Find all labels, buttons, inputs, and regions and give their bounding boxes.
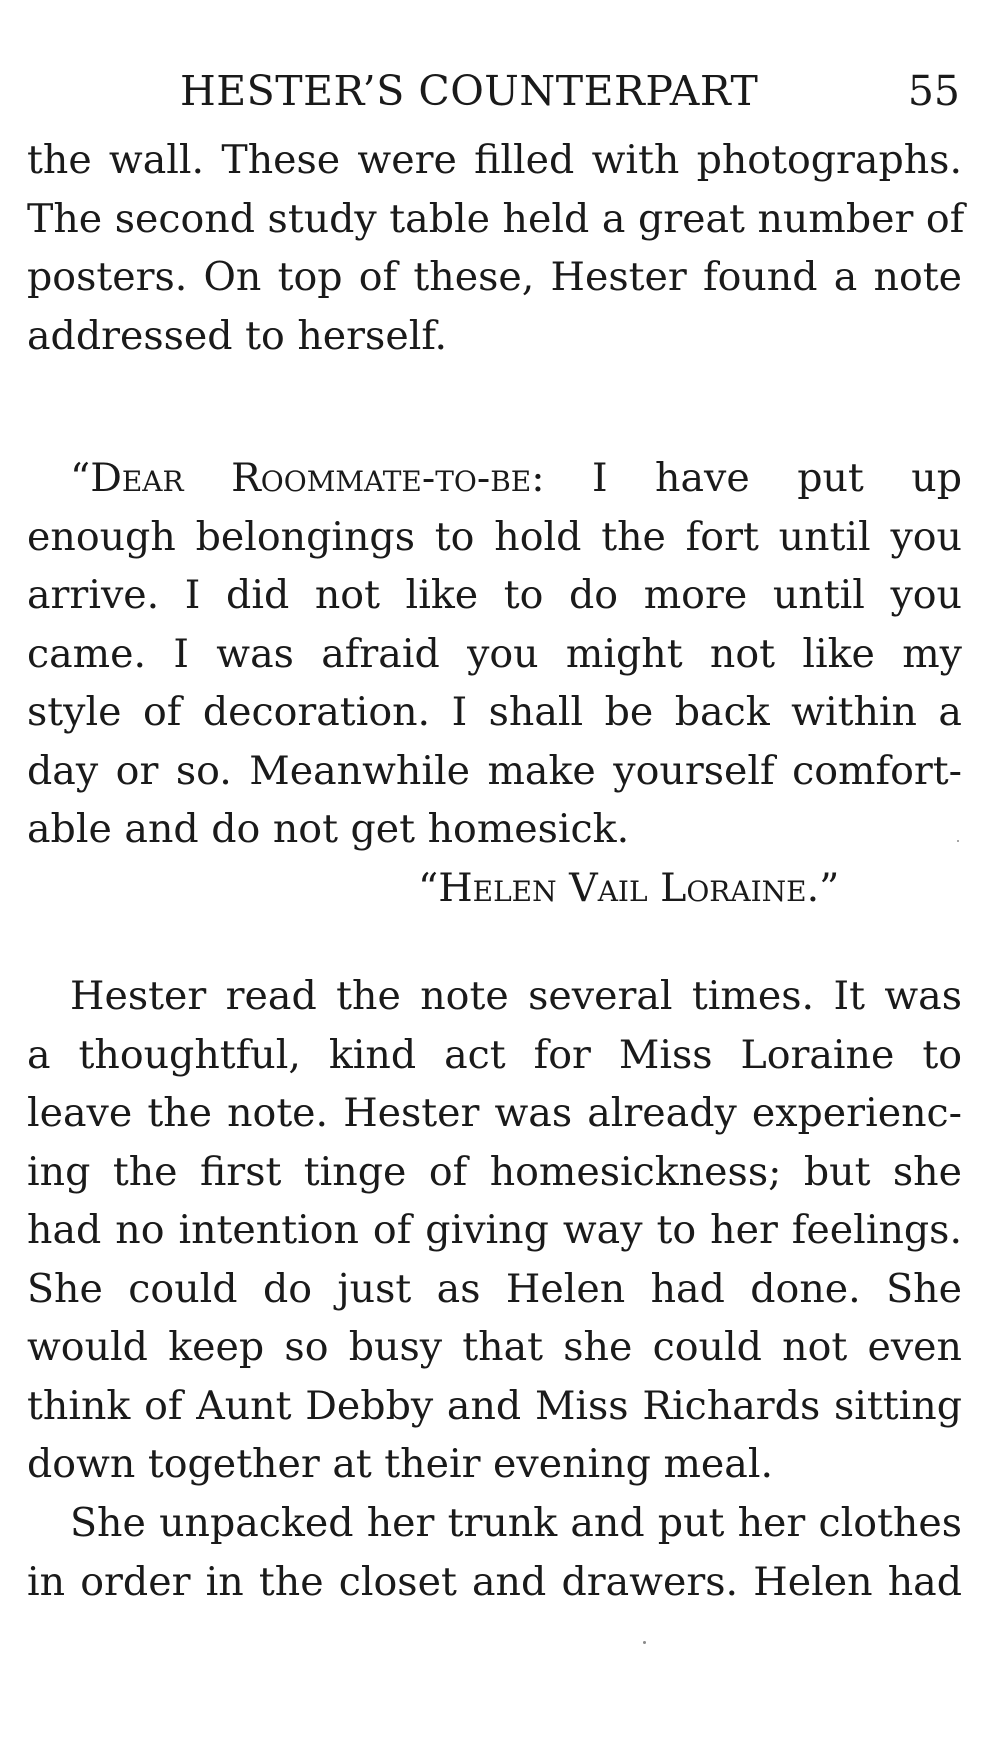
paragraph-line: a thoughtful, kind act for Miss Loraine to	[27, 1031, 962, 1078]
letter-signature: “Helen Vail Loraine.”	[418, 865, 840, 911]
paragraph-line: The second study table held a great number of	[27, 195, 965, 242]
paragraph-line: Hester read the note several times. It was	[70, 973, 962, 1019]
paragraph-line: leave the note. Hester was already experienc-	[27, 1090, 962, 1136]
paragraph-line: ing the first tinge of homesickness; but she	[27, 1148, 962, 1195]
letter-line: enough belongings to hold the fort until you	[27, 513, 962, 560]
paragraph-line: addressed to herself.	[27, 312, 448, 359]
page-number: 55	[907, 67, 960, 115]
paragraph-2	[27, 967, 962, 1494]
letter-line: came. I was afraid you might not like my	[27, 630, 962, 677]
paragraph-line: in order in the closet and drawers. Helen had	[27, 1558, 962, 1605]
letter-line: arrive. I did not like to do more until you	[27, 572, 962, 618]
paragraph-line: the wall. These were filled with photographs.	[27, 137, 962, 183]
paragraph-1	[27, 131, 965, 365]
paragraph-line: would keep so busy that she could not even	[27, 1324, 962, 1370]
paragraph-line: down together at their evening meal.	[27, 1441, 774, 1487]
letter-first-line	[27, 449, 962, 508]
running-head: HESTER’S COUNTERPART	[180, 67, 759, 115]
letter-line: style of decoration. I shall be back within a	[27, 689, 962, 735]
letter-line: able and do not get homesick.	[27, 806, 630, 852]
paragraph-3	[27, 1494, 962, 1611]
paragraph-line: had no intention of giving way to her feelings.	[27, 1207, 962, 1253]
letter	[27, 449, 962, 859]
letter-first-line-text: I have put up	[591, 455, 962, 501]
paragraph-line: think of Aunt Debby and Miss Richards sitting	[27, 1382, 962, 1429]
print-speck	[957, 840, 959, 842]
paragraph-line: posters. On top of these, Hester found a note	[27, 254, 962, 300]
paragraph-line: She could do just as Helen had done. She	[27, 1265, 962, 1312]
page-header	[0, 66, 1000, 116]
print-speck	[643, 1641, 646, 1644]
letter-salutation: “Dear Roommate-to-be:	[70, 455, 545, 501]
letter-line: day or so. Meanwhile make yourself comfort-	[27, 747, 962, 794]
paragraph-line: She unpacked her trunk and put her clothes	[70, 1500, 962, 1546]
